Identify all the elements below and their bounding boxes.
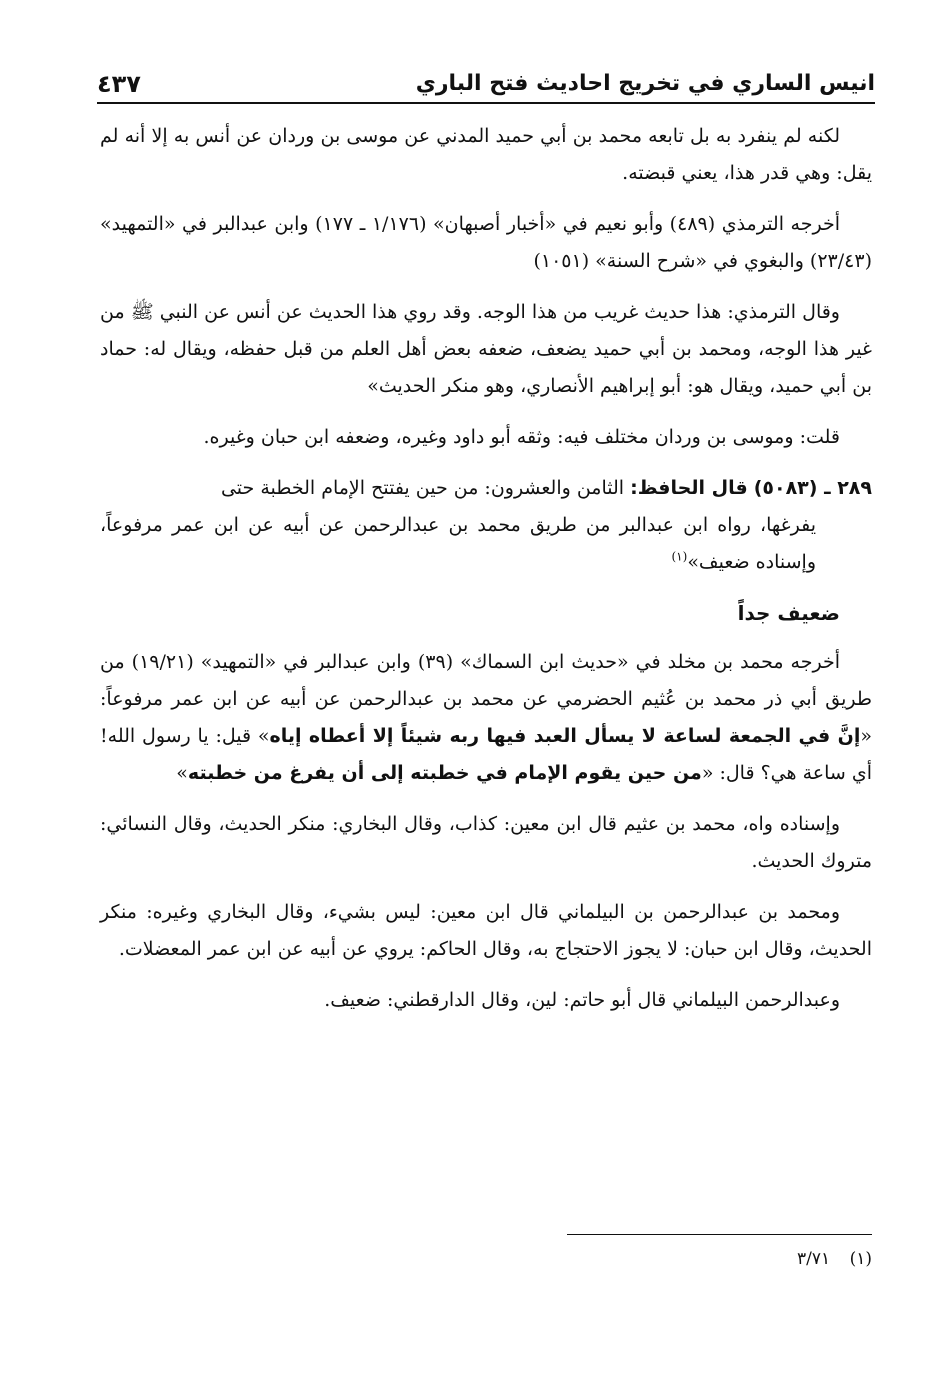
takhrij-paragraph — [100, 644, 872, 792]
footnote-mark: (١) — [849, 1249, 872, 1269]
takhrij-part-2: » قيل: يا رسول الله! أي ساعة هي؟ قال: « — [100, 725, 872, 784]
hadith-label: قال الحافظ: — [630, 477, 748, 499]
footnote-divider — [567, 1234, 872, 1235]
paragraph-6: ومحمد بن عبدالرحمن بن البيلماني قال ابن معين: ليس بشيء، وقال البخاري وغيره: منكر الحديث، وقال ابن حبان: لا يجوز الاحتجاج به، وقال الحاكم: يروي عن أبيه عن ابن عمر المعضلات. — [100, 901, 872, 960]
paragraph-4: قلت: وموسى بن وردان مختلف فيه: وثقه أبو داود وغيره، وضعفه ابن حبان وغيره. — [203, 426, 840, 448]
takhrij-part-1: أخرجه محمد بن مخلد في «حديث ابن السماك» (٣٩) وابن عبدالبر في «التمهيد» (١٩/٢١) من طريق أبي ذر محمد بن عُثيم الحضرمي عن محمد بن عبدالرحمن عن أبيه عن ابن عمر مرفوعاً: « — [100, 651, 872, 747]
page-header — [97, 60, 875, 104]
paragraph-3: وقال الترمذي: هذا حديث غريب من هذا الوجه. وقد روي هذا الحديث عن أنس عن النبي ﷺ من غير هذا الوجه، ومحمد بن أبي حميد يضعف، ضعفه بعض أهل العلم من قبل حفظه، ويقال له: حماد بن أبي حميد، ويقال هو: أبو إبراهيم الأنصاري، وهو منكر الحديث» — [100, 301, 872, 397]
page-number: ٤٣٧ — [97, 70, 141, 98]
hadith-text-bold-2: من حين يقوم الإمام في خطبته إلى أن يفرغ من خطبته — [187, 762, 702, 784]
hadith-rest-text: يفرغها، رواه ابن عبدالبر من طريق محمد بن عبدالرحمن عن أبيه عن ابن عمر مرفوعاً، وإسناده ضعيف» — [100, 514, 816, 573]
hadith-number: ٢٨٩ ـ (٥٠٨٣) — [753, 477, 872, 499]
hadith-first-line: الثامن والعشرون: من حين يفتتح الإمام الخطبة حتى — [220, 477, 625, 499]
footnote-ref: (١) — [671, 549, 688, 564]
hadith-rest — [100, 507, 872, 581]
paragraph-2: أخرجه الترمذي (٤٨٩) وأبو نعيم في «أخبار أصبهان» (١/١٧٦ ـ ١٧٧) وابن عبدالبر في «التمهيد» (٢٣/٤٣) والبغوي في «شرح السنة» (١٠٥١) — [100, 213, 872, 272]
footnote — [797, 1247, 872, 1271]
hadith-text-bold-1: إنَّ في الجمعة لساعة لا يسأل العبد فيها ربه شيئاً إلا أعطاه إياه — [269, 725, 861, 747]
paragraph-7: وعبدالرحمن البيلماني قال أبو حاتم: لين، وقال الدارقطني: ضعيف. — [324, 989, 840, 1011]
hadith-entry — [100, 470, 872, 581]
hadith-grade: ضعيف جداً — [737, 601, 840, 625]
main-text — [100, 118, 872, 1033]
footnote-text: ٣/٧١ — [797, 1249, 831, 1269]
paragraph-5: وإسناده واه، محمد بن عثيم قال ابن معين: كذاب، وقال البخاري: منكر الحديث، وقال النسائي: متروك الحديث. — [100, 813, 872, 872]
running-title: انيس الساري في تخريج احاديث فتح الباري — [415, 71, 875, 96]
paragraph-1: لكنه لم ينفرد به بل تابعه محمد بن أبي حميد المدني عن موسى بن وردان عن أنس به إلا أنه لم يقل: وهي قدر هذا، يعني قبضته. — [100, 125, 872, 184]
takhrij-part-3: » — [176, 762, 188, 784]
